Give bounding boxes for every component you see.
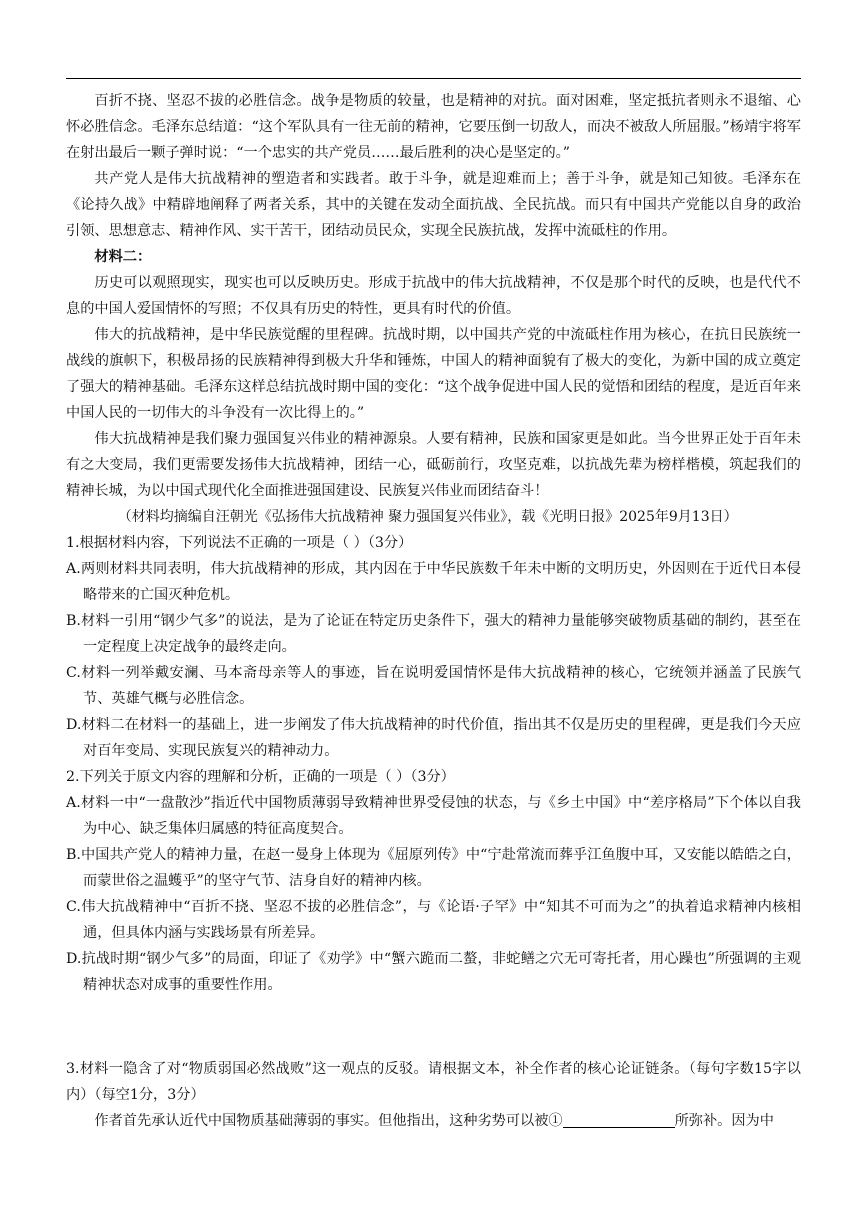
material1-paragraph-1: 百折不挠、坚忍不拔的必胜信念。战争是物质的较量，也是精神的对抗。面对困难，坚定抵抗者则永不退缩、心怀必胜信念。毛泽东总结道：“这个军队具有一往无前的精神，它要压倒一切敌人，而决不被敌人所屈服。”杨靖宇将军在射出最后一颗子弹时说：“一个忠实的共产党员……最后胜利的决心是坚定的。” xyxy=(66,93,801,161)
material2-paragraph-1: 历史可以观照现实，现实也可以反映历史。形成于抗战中的伟大抗战精神，不仅是那个时代的反映，也是代代不息的中国人爱国情怀的写照；不仅具有历史的特性，更具有时代的价值。 xyxy=(66,275,801,317)
answer-blank-1[interactable] xyxy=(563,1110,675,1128)
material2-paragraph-2: 伟大的抗战精神，是中华民族觉醒的里程碑。抗战时期，以中国共产党的中流砥柱作用为核心，在抗日民族统一战线的旗帜下，积极昂扬的民族精神得到极大升华和锤炼，中国人的精神面貌有了极大的变化，为新中国的成立奠定了强大的精神基础。毛泽东这样总结抗战时期中国的变化：“这个战争促进中国人民的觉悟和团结的程度，是近百年来中国人民的一切伟大的斗争没有一次比得上的。” xyxy=(66,327,801,421)
question-1-option-a: A.两则材料共同表明，伟大抗战精神的形成，其内因在于中华民族数千年未中断的文明历史，外因则在于近代日本侵略带来的亡国灭种危机。 xyxy=(66,561,801,603)
question-1-stem: 1.根据材料内容，下列说法不正确的一项是（ ）（3分） xyxy=(66,535,413,551)
header-rule xyxy=(66,78,801,79)
question-3-text-before: 作者首先承认近代中国物质基础薄弱的事实。但他指出，这种劣势可以被① xyxy=(94,1113,563,1129)
question-3-text-after: 所弥补。因为中 xyxy=(674,1113,774,1129)
question-2 xyxy=(66,764,801,998)
question-3 xyxy=(66,1056,801,1134)
question-2-option-a: A.材料一中“一盘散沙”指近代中国物质薄弱导致精神世界受侵蚀的状态，与《乡土中国》中“差序格局”下个体以自我为中心、缺乏集体归属感的特征高度契合。 xyxy=(66,795,801,837)
exam-content xyxy=(66,88,801,1134)
question-1 xyxy=(66,530,801,764)
question-2-option-b: B.中国共产党人的精神力量，在赵一曼身上体现为《屈原列传》中“宁赴常流而葬乎江鱼腹中耳，又安能以皓皓之白，而蒙世俗之温蠖乎”的坚守气节、洁身自好的精神内核。 xyxy=(66,847,801,889)
question-1-option-b: B.材料一引用“钢少气多”的说法，是为了论证在特定历史条件下，强大的精神力量能够突破物质基础的制约，甚至在一定程度上决定战争的最终走向。 xyxy=(66,613,801,655)
question-1-option-d: D.材料二在材料一的基础上，进一步阐发了伟大抗战精神的时代价值，指出其不仅是历史的里程碑，更是我们今天应对百年变局、实现民族复兴的精神动力。 xyxy=(66,717,801,759)
material2-paragraph-3: 伟大抗战精神是我们聚力强国复兴伟业的精神源泉。人要有精神，民族和国家更是如此。当今世界正处于百年未有之大变局，我们更需要发扬伟大抗战精神，团结一心，砥砺前行，攻坚克难，以抗战先辈为榜样楷模，筑起我们的精神长城，为以中国式现代化全面推进强国建设、民族复兴伟业而团结奋斗！ xyxy=(66,431,801,499)
question-3-stem: 3.材料一隐含了对“物质弱国必然战败”这一观点的反驳。请根据文本，补全作者的核心论证链条。（每句字数15字以内）（每空1分，3分） xyxy=(66,1061,801,1103)
question-2-option-d: D.抗战时期“钢少气多”的局面，印证了《劝学》中“蟹六跪而二螯，非蛇鳝之穴无可寄托者，用心躁也”所强调的主观精神状态对成事的重要性作用。 xyxy=(66,951,801,993)
question-2-option-c: C.伟大抗战精神中“百折不挠、坚忍不拔的必胜信念”，与《论语·子罕》中“知其不可而为之”的执着追求精神内核相通，但具体内涵与实践场景有所差异。 xyxy=(66,899,801,941)
question-1-option-c: C.材料一列举戴安澜、马本斋母亲等人的事迹，旨在说明爱国情怀是伟大抗战精神的核心，它统领并涵盖了民族气节、英雄气概与必胜信念。 xyxy=(66,665,801,707)
source-citation: （材料均摘编自汪朝光《弘扬伟大抗战精神 聚力强国复兴伟业》，载《光明日报》2025年9月13日） xyxy=(117,509,738,525)
spacer xyxy=(66,998,801,1056)
material2-heading: 材料二： xyxy=(94,249,152,265)
question-2-stem: 2.下列关于原文内容的理解和分析，正确的一项是（ ）（3分） xyxy=(66,769,455,785)
question-3-fill-line xyxy=(66,1108,801,1134)
material1-paragraph-2: 共产党人是伟大抗战精神的塑造者和实践者。敢于斗争，就是迎难而上；善于斗争，就是知己知彼。毛泽东在《论持久战》中精辟地阐释了两者关系，其中的关键在发动全面抗战、全民抗战。而只有中国共产党能以自身的政治引领、思想意志、精神作风、实干苦干，团结动员民众，实现全民族抗战，发挥中流砥柱的作用。 xyxy=(66,171,801,239)
